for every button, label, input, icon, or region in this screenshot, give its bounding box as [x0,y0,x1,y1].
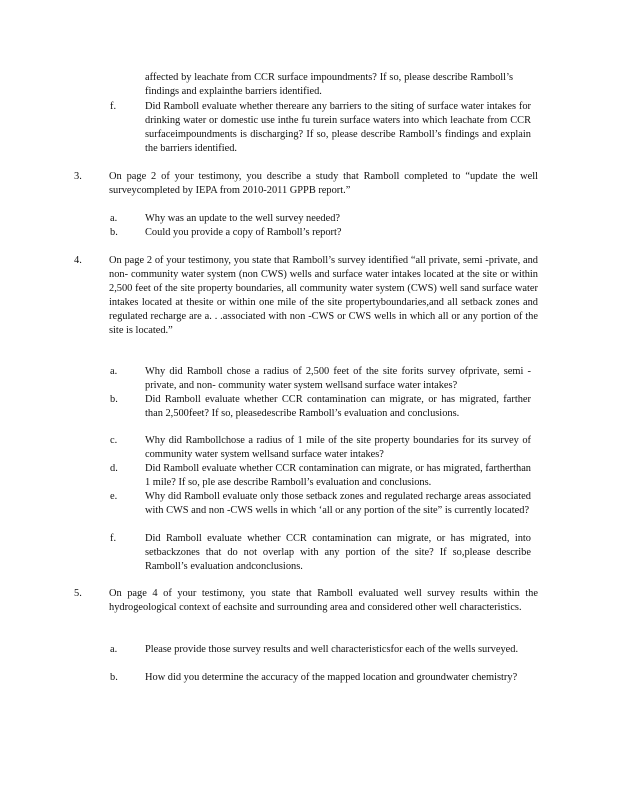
question-3a-label: a. [110,213,118,224]
question-4d-label: d. [110,463,118,474]
question-4d [110,462,531,490]
question-4a-text: Why did Ramboll chose a radius of 2,500 feet of the site forits survey ofprivate, semi -private, and non- community water system wellsand surface water intakes? [145,366,531,391]
question-4b-label: b. [110,394,118,405]
question-4f-label: f. [110,533,117,544]
question-5a-text: Please provide those survey results and well characteristicsfor each of the wells surveyed. [145,644,519,655]
question-5b-text: How did you determine the accuracy of the mapped location and groundwater chemistry? [145,672,518,683]
question-4f [110,532,531,574]
question-3 [74,170,538,198]
question-4b [110,393,531,421]
question-5-number: 5. [74,588,82,599]
question-4c-label: c. [110,435,118,446]
question-3a [110,212,531,226]
question-4-number: 4. [74,255,82,266]
question-3b-text: Could you provide a copy of Ramboll’s report? [145,227,342,238]
question-4e [110,490,531,518]
question-5a-label: a. [110,644,118,655]
question-4a-label: a. [110,366,118,377]
item-2f-text: Did Ramboll evaluate whether thereare any barriers to the siting of surface water intakes for drinking water or domestic use inthe fu turein surface waters into which leachate from CCR surfaceimpoundments is discharging? If so, please describe Ramboll’s findings and explain the barriers identified. [145,101,531,154]
question-5b [110,671,531,685]
question-5-text: On page 4 of your testimony, you state that Ramboll evaluated well survey results within the hydrogeological context of eachsite and surrounding area and considered other well characteristics. [109,588,538,613]
item-2f-label: f. [110,101,117,112]
question-3a-text: Why was an update to the well survey needed? [145,213,341,224]
question-4f-text: Did Ramboll evaluate whether CCR contamination can migrate, or has migrated, into setbackzones that do not overlap with any portion of the site? If so,please describe Ramboll’s evaluation andconclusions. [145,533,531,572]
question-3-number: 3. [74,171,82,182]
question-4e-text: Why did Ramboll evaluate only those setback zones and regulated recharge areas associated with CWS and non -CWS wells in which ‘all or any portion of the site” is currently located? [145,491,531,516]
question-5 [74,587,538,615]
question-4a [110,365,531,393]
question-5b-label: b. [110,672,118,683]
question-4b-text: Did Ramboll evaluate whether CCR contamination can migrate, or has migrated, farther than 2,500feet? If so, pleasedescribe Ramboll’s evaluation and conclusions. [145,394,531,419]
question-3b [110,226,531,240]
item-2e-continuation [145,71,513,99]
question-3-text: On page 2 of your testimony, you describe a study that Ramboll completed to “update the well surveycompleted by IEPA from 2010-2011 GPPB report.” [109,171,538,196]
question-4c [110,434,531,462]
question-4d-text: Did Ramboll evaluate whether CCR contamination can migrate, or has migrated, fartherthan 1 mile? If so, ple ase describe Ramboll’s evaluation and conclusions. [145,463,531,488]
question-4 [74,254,538,338]
question-4-text: On page 2 of your testimony, you state that Ramboll’s survey identified “all private, semi -private, and non- community water system (non CWS) wells and surface water intakes located at the site or within 2,500 feet of the site property boundaries, all community water system (CWS) well sand surface water intakes located at thesite or within one mile of the site propertyboundaries,and all setback zones and regulated recharge are a. . .associated with non -CWS or CWS wells in which all or any portion of the site is located.” [109,255,538,336]
question-4c-text: Why did Rambollchose a radius of 1 mile of the site property boundaries for its survey of community water system wellsand surface water intakes? [145,435,531,460]
item-2e-continuation-text: affected by leachate from CCR surface impoundments? If so, please describe Ramboll’s findings and explainthe barriers identified. [145,72,513,97]
question-5a [110,643,531,657]
question-3b-label: b. [110,227,118,238]
question-4e-label: e. [110,491,118,502]
item-2f [110,100,531,156]
